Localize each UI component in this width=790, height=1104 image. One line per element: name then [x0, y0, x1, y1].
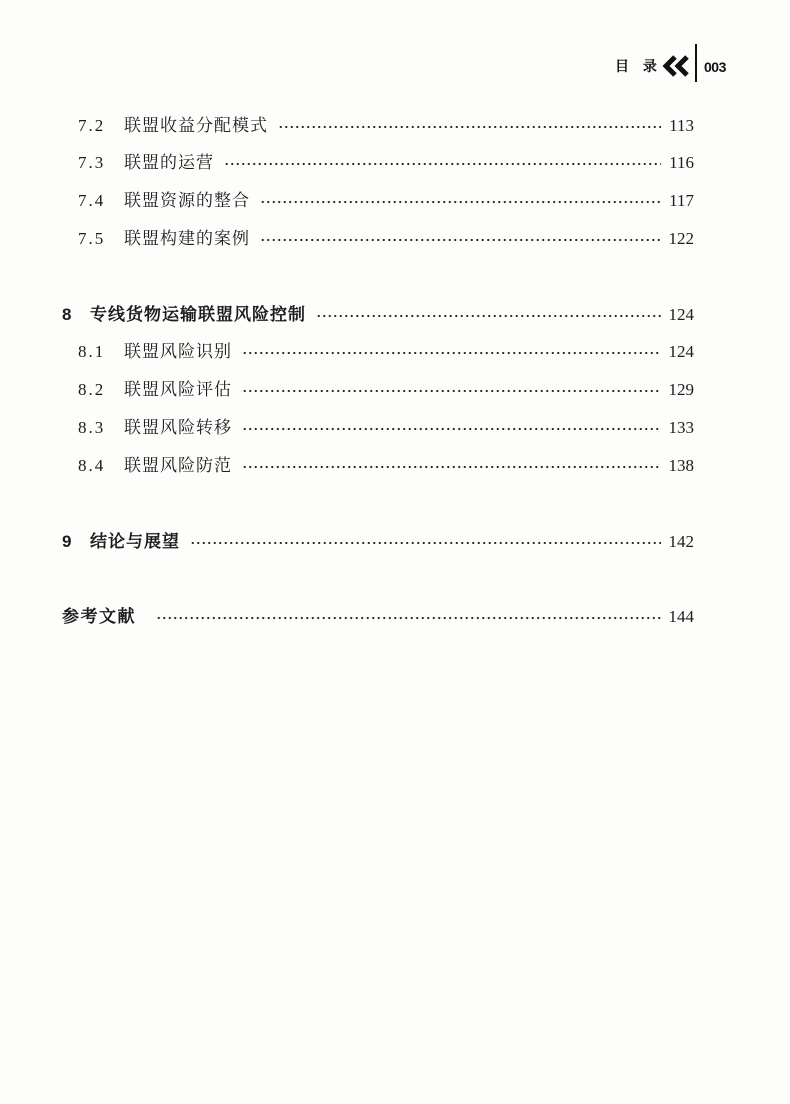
toc-entry-title: 联盟的运营 — [124, 153, 214, 173]
double-chevron-left-icon — [661, 55, 691, 77]
toc-references-page: 144 — [668, 607, 694, 626]
leader-dots — [278, 125, 661, 129]
toc-references-entry — [62, 605, 694, 629]
toc-entry-title: 联盟收益分配模式 — [124, 116, 268, 136]
toc-entry — [78, 416, 694, 440]
toc-entry — [78, 189, 694, 213]
toc-entry-title: 联盟风险防范 — [124, 456, 232, 476]
toc-entry-title: 联盟风险评估 — [124, 380, 232, 400]
toc-entry-title: 联盟构建的案例 — [124, 229, 250, 249]
toc-entry-number: 7.4 — [78, 191, 106, 210]
toc-chapter-number: 9 — [62, 532, 72, 551]
header-divider — [695, 44, 697, 82]
page-number: 003 — [704, 59, 726, 75]
toc-entry-page: 133 — [668, 418, 694, 437]
leader-dots — [316, 314, 661, 318]
toc-entry — [78, 114, 694, 138]
toc-entry-number: 8.4 — [78, 456, 106, 475]
toc-chapter-entry — [62, 530, 694, 554]
leader-dots — [242, 389, 661, 393]
leader-dots — [242, 427, 661, 431]
toc-entry-title: 联盟风险识别 — [124, 342, 232, 362]
toc-entry-page: 116 — [669, 153, 694, 172]
toc-entry-page: 129 — [668, 380, 694, 399]
leader-dots — [260, 238, 661, 242]
leader-dots — [242, 465, 661, 469]
toc-entry — [78, 227, 694, 251]
toc-entry — [78, 378, 694, 402]
toc-entry-number: 8.1 — [78, 342, 106, 361]
toc-entry-page: 124 — [668, 342, 694, 361]
toc-entry-page: 113 — [669, 116, 694, 135]
toc-references-title: 参考文献 — [62, 607, 136, 626]
toc-entry-title: 联盟风险转移 — [124, 418, 232, 438]
toc-entry-page: 138 — [668, 456, 694, 475]
toc-entry-title: 联盟资源的整合 — [124, 191, 250, 211]
toc-entry — [78, 340, 694, 364]
leader-dots — [224, 162, 661, 166]
toc-entry — [78, 454, 694, 478]
leader-dots — [190, 541, 661, 545]
leader-dots — [260, 200, 661, 204]
leader-dots — [156, 616, 661, 620]
toc-entry-page: 122 — [668, 229, 694, 248]
toc-entry-number: 8.3 — [78, 418, 106, 437]
toc-entry-number: 7.5 — [78, 229, 106, 248]
toc-entry-number: 7.3 — [78, 153, 106, 172]
leader-dots — [242, 351, 661, 355]
toc-chapter-page: 124 — [668, 305, 694, 324]
toc-chapter-title: 结论与展望 — [90, 532, 180, 551]
toc-entry-page: 117 — [669, 191, 694, 210]
toc-chapter-page: 142 — [668, 532, 694, 551]
toc-entry-number: 7.2 — [78, 116, 106, 135]
toc-chapter-title: 专线货物运输联盟风险控制 — [90, 305, 306, 324]
toc-chapter-number: 8 — [62, 305, 72, 324]
toc-chapter-entry — [62, 303, 694, 327]
toc-entry — [78, 151, 694, 175]
toc-entry-number: 8.2 — [78, 380, 106, 399]
header-title: 目 录 — [615, 58, 657, 74]
